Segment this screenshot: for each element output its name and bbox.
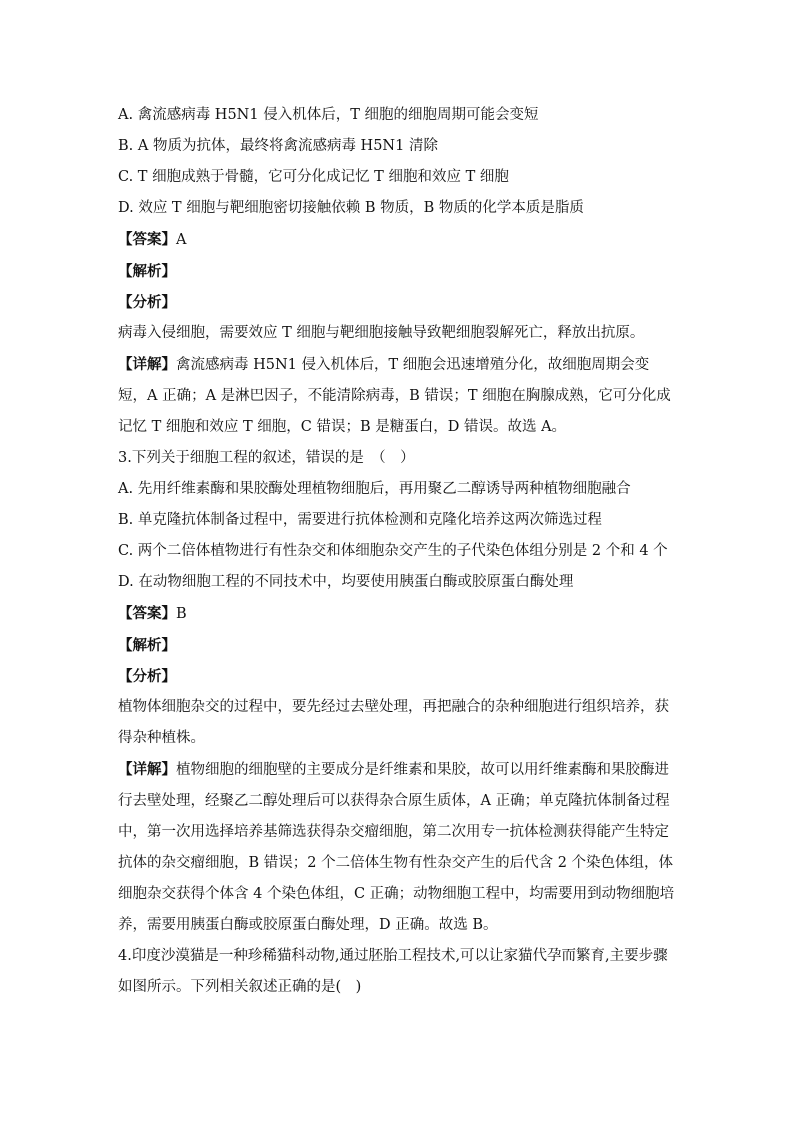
q2-option-b: B. A 物质为抗体，最终将禽流感病毒 H5N1 清除 [118, 138, 438, 154]
detail-label: 【详解】 [118, 356, 176, 373]
q3-stem: 3.下列关于细胞工程的叙述，错误的是 （ ） [118, 450, 415, 466]
q3-answer [118, 598, 678, 630]
q3-fenxi-heading: 【分析】 [118, 668, 176, 685]
q3-detail [118, 754, 678, 941]
answer-value: B [176, 606, 187, 622]
q2-answer [118, 224, 678, 256]
document-page [118, 100, 678, 1003]
q2-fenxi-heading: 【分析】 [118, 294, 176, 311]
q2-option-a: A. 禽流感病毒 H5N1 侵入机体后，T 细胞的细胞周期可能会变短 [118, 107, 539, 123]
answer-value: A [176, 232, 187, 248]
q3-option-c: C. 两个二倍体植物进行有性杂交和体细胞杂交产生的子代染色体组分别是 2 个和 4 个 [118, 543, 668, 559]
q3-option-a: A. 先用纤维素酶和果胶酶处理植物细胞后，再用聚乙二醇诱导两种植物细胞融合 [118, 481, 631, 497]
detail-text: 植物细胞的细胞壁的主要成分是纤维素和果胶，故可以用纤维素酶和果胶酶进行去壁处理，经聚乙二醇处理后可以获得杂合原生质体，A 正确；单克隆抗体制备过程中，第一次用选择培养基筛选获得杂交瘤细胞，第二次用专一抗体检测获得能产生特定抗体的杂交瘤细胞，B 错误；2 个二倍体生物有性杂交产生的后代含 2 个染色体组，体细胞杂交获得个体含 4 个染色体组，C 正确；动物细胞工程中，均需要用到动物细胞培养，需要用胰蛋白酶或胶原蛋白酶处理，D 正确。故选 B。 [118, 762, 675, 933]
q3-option-d: D. 在动物细胞工程的不同技术中，均要使用胰蛋白酶或胶原蛋白酶处理 [118, 574, 574, 590]
q2-jiexi-heading: 【解析】 [118, 263, 176, 280]
q3-option-b: B. 单克隆抗体制备过程中，需要进行抗体检测和克隆化培养这两次筛选过程 [118, 512, 602, 528]
q2-option-c: C. T 细胞成熟于骨髓，它可分化成记忆 T 细胞和效应 T 细胞 [118, 169, 509, 185]
q3-analysis-text: 植物体细胞杂交的过程中，要先经过去壁处理，再把融合的杂种细胞进行组织培养，获得杂种植株。 [118, 699, 669, 746]
q2-option-d: D. 效应 T 细胞与靶细胞密切接触依赖 B 物质，B 物质的化学本质是脂质 [118, 200, 584, 216]
q2-detail [118, 349, 678, 443]
detail-text: 禽流感病毒 H5N1 侵入机体后，T 细胞会迅速增殖分化，故细胞周期会变短，A 正确；A 是淋巴因子，不能清除病毒，B 错误；T 细胞在胸腺成熟，它可分化成记忆 T 细胞和效应 T 细胞，C 错误；B 是糖蛋白，D 错误。故选 A。 [118, 357, 671, 435]
q2-analysis-text: 病毒入侵细胞，需要效应 T 细胞与靶细胞接触导致靶细胞裂解死亡，释放出抗原。 [118, 325, 645, 341]
q4-stem: 4.印度沙漠猫是一种珍稀猫科动物,通过胚胎工程技术,可以让家猫代孕而繁育,主要步骤如图所示。下列相关叙述正确的是( ) [118, 948, 668, 995]
answer-label: 【答案】 [118, 605, 176, 622]
q3-jiexi-heading: 【解析】 [118, 637, 176, 654]
detail-label: 【详解】 [118, 761, 176, 778]
answer-label: 【答案】 [118, 231, 176, 248]
